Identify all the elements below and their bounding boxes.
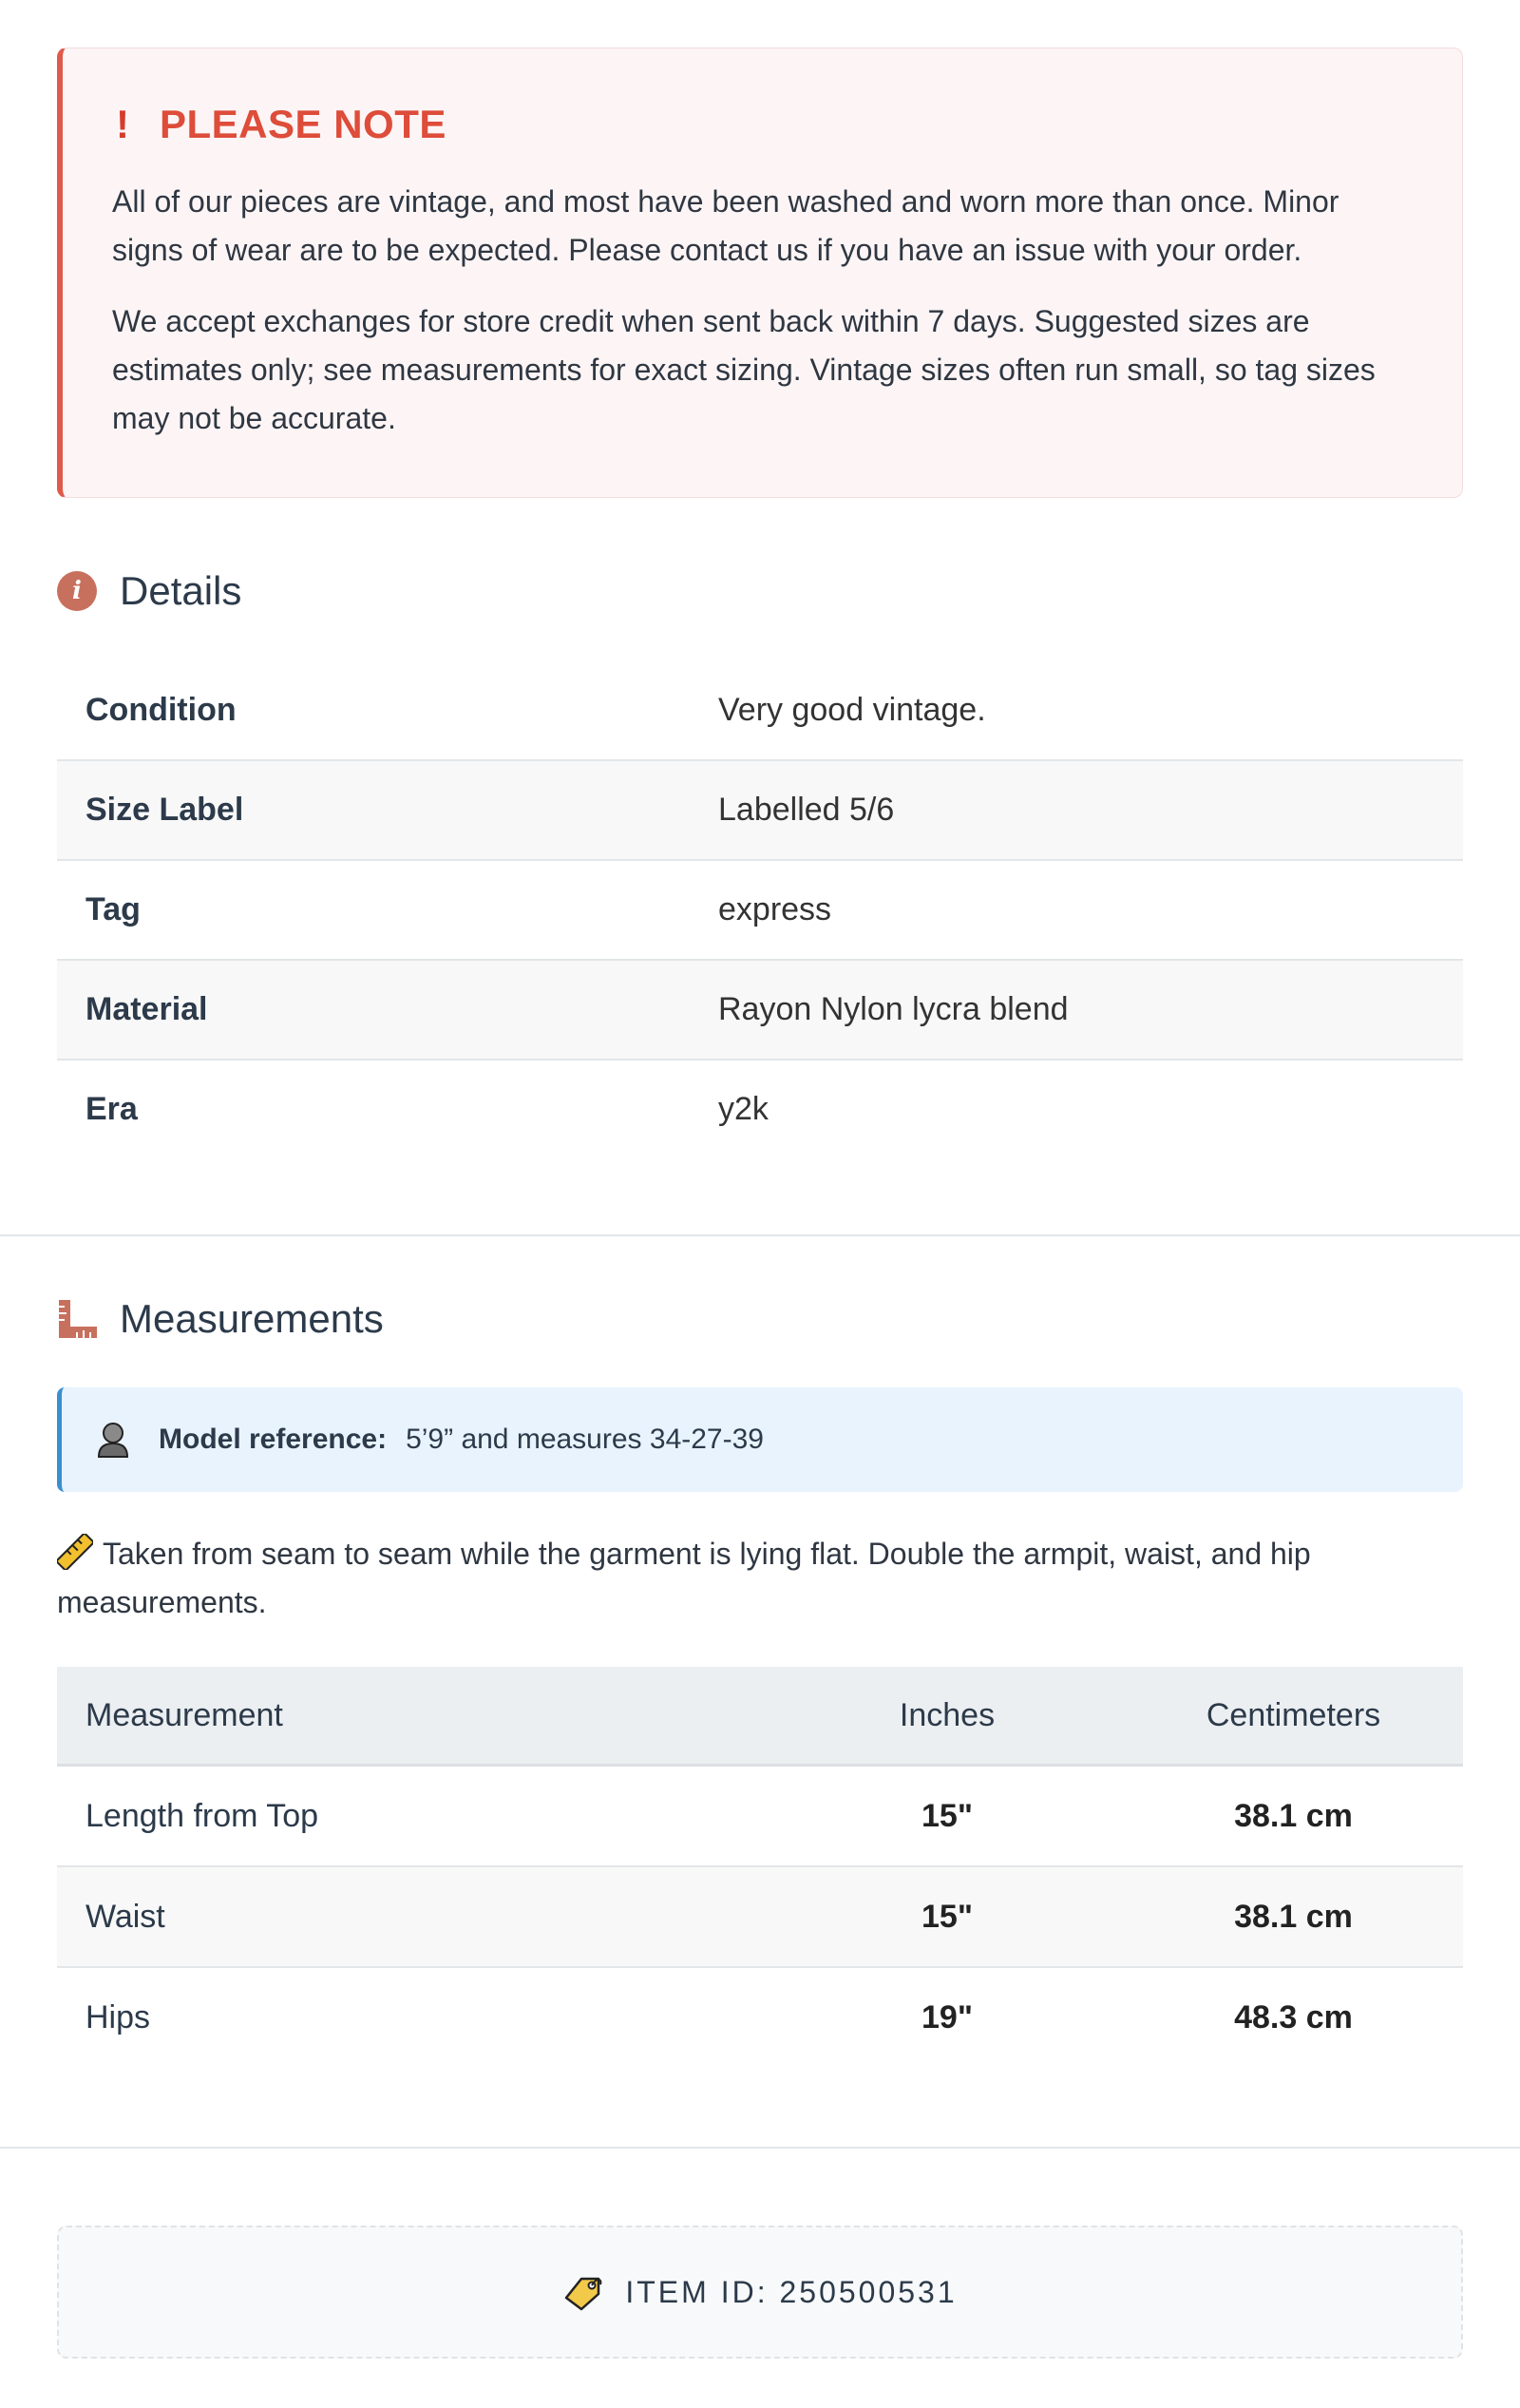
ruler-icon [57, 1298, 99, 1340]
item-id-box [57, 2226, 1463, 2359]
measurement-name: Waist [57, 1866, 770, 1967]
table-row [57, 1766, 1463, 1867]
exclamation-icon: ! [116, 102, 129, 146]
measurement-inches: 19" [922, 1998, 973, 2035]
detail-label: Era [86, 1091, 138, 1127]
measurements-header [57, 1290, 1463, 1347]
details-table [57, 661, 1463, 1158]
measurement-instructions [57, 1530, 1463, 1627]
details-title: Details [120, 568, 242, 613]
section-divider [0, 1234, 1520, 1236]
details-row-condition [57, 661, 1463, 760]
please-note-box [57, 48, 1463, 498]
detail-label: Condition [57, 661, 690, 760]
model-reference [57, 1387, 1463, 1492]
detail-label: Tag [57, 860, 690, 960]
measurements-title: Measurements [120, 1296, 384, 1341]
measurement-instructions-text: Taken from seam to seam while the garment is lying flat. Double the armpit, waist, and hip measurements. [57, 1537, 1311, 1619]
details-header [57, 563, 1463, 620]
measurement-inches: 15" [770, 1766, 1124, 1867]
measurement-inches: 15" [770, 1866, 1124, 1967]
measurement-cm: 48.3 cm [1234, 1998, 1353, 2035]
measurement-cm: 38.1 cm [1124, 1766, 1463, 1867]
table-row [57, 1967, 1463, 2067]
tag-icon [562, 2273, 604, 2311]
measurement-name: Length from Top [57, 1766, 770, 1867]
model-reference-value: 5’9” and measures 34-27-39 [406, 1424, 764, 1455]
detail-value: Very good vintage. [690, 661, 1463, 760]
details-row-tag [57, 860, 1463, 960]
table-row [57, 1866, 1463, 1967]
measurements-table [57, 1667, 1463, 2067]
ruler-pencil-icon [57, 1534, 93, 1570]
detail-value: Rayon Nylon lycra blend [690, 960, 1463, 1060]
measurement-name: Hips [86, 1998, 151, 2035]
detail-value: express [690, 860, 1463, 960]
details-row-size-label [57, 760, 1463, 860]
details-row-era [57, 1060, 1463, 1158]
note-paragraph-1: All of our pieces are vintage, and most have been washed and worn more than once. Minor signs of wear are to be expected. Please contact us if you have an issue with your order. [112, 184, 1340, 267]
column-header-measurement: Measurement [57, 1667, 770, 1766]
detail-value: Labelled 5/6 [690, 760, 1463, 860]
note-title: PLEASE NOTE [160, 102, 446, 146]
detail-value: y2k [718, 1091, 769, 1127]
column-header-inches: Inches [770, 1667, 1124, 1766]
section-divider [0, 2147, 1520, 2149]
details-row-material [57, 960, 1463, 1060]
measurements-header-row [57, 1667, 1463, 1766]
model-reference-label: Model reference: [159, 1424, 388, 1455]
note-header [112, 102, 1413, 146]
item-id-label: ITEM ID: 250500531 [625, 2274, 958, 2309]
detail-label: Size Label [57, 760, 690, 860]
person-icon [96, 1421, 130, 1459]
note-paragraph-2: We accept exchanges for store credit when sent back within 7 days. Suggested sizes are estimates only; see measurements for exact sizing. Vintage sizes often run small, so tag sizes may not be accurate. [112, 304, 1376, 435]
column-header-centimeters: Centimeters [1124, 1667, 1463, 1766]
detail-label: Material [57, 960, 690, 1060]
measurement-cm: 38.1 cm [1124, 1866, 1463, 1967]
info-icon: i [57, 571, 97, 611]
